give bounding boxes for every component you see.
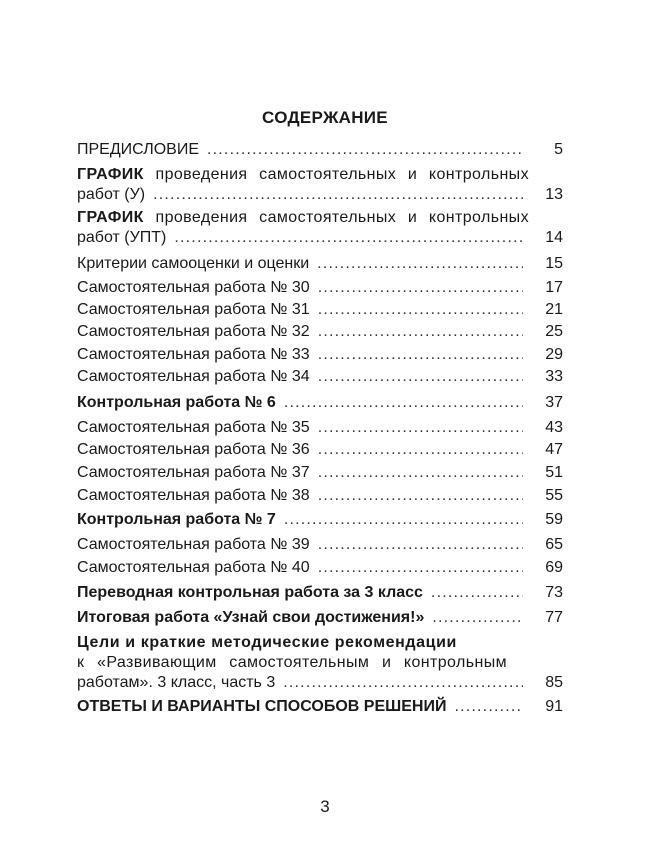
dot-leader <box>318 418 523 438</box>
entry-text: Самостоятельная работа № 31 <box>77 301 310 318</box>
entry-bold: ГРАФИК <box>77 209 144 226</box>
dot-leader <box>318 367 523 387</box>
toc-entry[interactable] <box>77 486 563 506</box>
dot-leader <box>153 185 523 205</box>
entry-text: Самостоятельная работа № 36 <box>77 441 310 458</box>
entry-page: 17 <box>545 279 563 296</box>
toc-entry[interactable] <box>77 558 563 578</box>
toc-entry[interactable] <box>77 393 563 413</box>
entry-page: 21 <box>545 301 563 318</box>
entry-page: 5 <box>554 141 563 158</box>
dot-leader <box>454 697 523 717</box>
entry-page: 29 <box>545 346 563 363</box>
entry-page: 91 <box>545 698 563 715</box>
entry-page: 77 <box>545 609 563 626</box>
entry-page: 73 <box>545 584 563 601</box>
dot-leader <box>284 510 523 530</box>
entry-page: 33 <box>545 368 563 385</box>
entry-page: 47 <box>545 441 563 458</box>
toc-entry[interactable] <box>77 440 563 460</box>
toc-entry-preface[interactable] <box>77 140 563 160</box>
toc-entry-schedule-upt[interactable] <box>77 208 563 248</box>
entry-text-last: работам». 3 класс, часть 3 <box>77 674 276 691</box>
entry-text: Самостоятельная работа № 35 <box>77 419 310 436</box>
toc-entry[interactable] <box>77 583 563 603</box>
dot-leader <box>318 322 523 342</box>
entry-text: к «Развивающим самостоятельным и контрольным <box>77 654 507 671</box>
toc-entry[interactable] <box>77 608 563 628</box>
dot-leader <box>318 486 523 506</box>
dot-leader <box>318 440 523 460</box>
entry-text: Контрольная работа № 7 <box>77 511 276 528</box>
entry-page: 55 <box>545 487 563 504</box>
entry-text: проведения самостоятельных и контрольных <box>143 209 529 226</box>
entry-text: Самостоятельная работа № 33 <box>77 346 310 363</box>
entry-page: 43 <box>545 419 563 436</box>
toc-title: СОДЕРЖАНИЕ <box>262 108 388 127</box>
entry-text: Самостоятельная работа № 38 <box>77 487 310 504</box>
toc-entry[interactable] <box>77 300 563 320</box>
entry-page: 85 <box>545 674 563 691</box>
entry-page: 65 <box>545 536 563 553</box>
entry-text: ОТВЕТЫ И ВАРИАНТЫ СПОСОБОВ РЕШЕНИЙ <box>77 698 447 715</box>
entry-page: 14 <box>545 229 563 246</box>
entry-text: Самостоятельная работа № 32 <box>77 323 310 340</box>
entry-text: Самостоятельная работа № 34 <box>77 368 310 385</box>
toc-entry-answers[interactable] <box>77 697 563 717</box>
page-number: 3 <box>320 797 330 816</box>
toc-entry[interactable] <box>77 278 563 298</box>
dot-leader <box>318 463 523 483</box>
entry-text: Самостоятельная работа № 40 <box>77 559 310 576</box>
entry-bold: Цели и краткие методические рекомендации <box>77 634 457 651</box>
toc-entry[interactable] <box>77 535 563 555</box>
entry-text-last: работ (У) <box>77 186 146 203</box>
entry-page: 37 <box>545 394 563 411</box>
toc-entry[interactable] <box>77 367 563 387</box>
entry-page: 51 <box>545 464 563 481</box>
toc-entry[interactable] <box>77 510 563 530</box>
entry-page: 59 <box>545 511 563 528</box>
entry-page: 25 <box>545 323 563 340</box>
entry-bold: ГРАФИК <box>77 166 144 183</box>
dot-leader <box>318 535 523 555</box>
entry-page: 13 <box>545 186 563 203</box>
dot-leader <box>318 558 523 578</box>
toc-entry[interactable] <box>77 345 563 365</box>
dot-leader <box>432 608 523 628</box>
entry-text: Критерии самооценки и оценки <box>77 255 310 272</box>
dot-leader <box>318 345 523 365</box>
entry-text: Контрольная работа № 6 <box>77 394 276 411</box>
entry-text: Самостоятельная работа № 37 <box>77 464 310 481</box>
toc-entry[interactable] <box>77 463 563 483</box>
dot-leader <box>174 228 523 248</box>
dot-leader <box>318 278 523 298</box>
entry-text: Самостоятельная работа № 30 <box>77 279 310 296</box>
toc-entry[interactable] <box>77 418 563 438</box>
dot-leader <box>317 254 523 274</box>
dot-leader <box>207 140 523 160</box>
entry-text: ПРЕДИСЛОВИЕ <box>77 141 199 158</box>
toc-entry-schedule-u[interactable] <box>77 165 563 205</box>
entry-text: Переводная контрольная работа за 3 класс <box>77 584 423 601</box>
entry-page: 15 <box>545 255 563 272</box>
entry-text: Итоговая работа «Узнай свои достижения!» <box>77 609 425 626</box>
dot-leader <box>318 300 523 320</box>
dot-leader <box>284 393 523 413</box>
entry-text-last: работ (УПТ) <box>77 229 167 246</box>
toc-entry[interactable] <box>77 322 563 342</box>
entry-page: 69 <box>545 559 563 576</box>
dot-leader <box>283 673 523 693</box>
toc-entry-methodology[interactable] <box>77 633 563 693</box>
entry-text: Самостоятельная работа № 39 <box>77 536 310 553</box>
toc-entry[interactable] <box>77 254 563 274</box>
entry-text: проведения самостоятельных и контрольных <box>143 166 529 183</box>
dot-leader <box>431 583 523 603</box>
